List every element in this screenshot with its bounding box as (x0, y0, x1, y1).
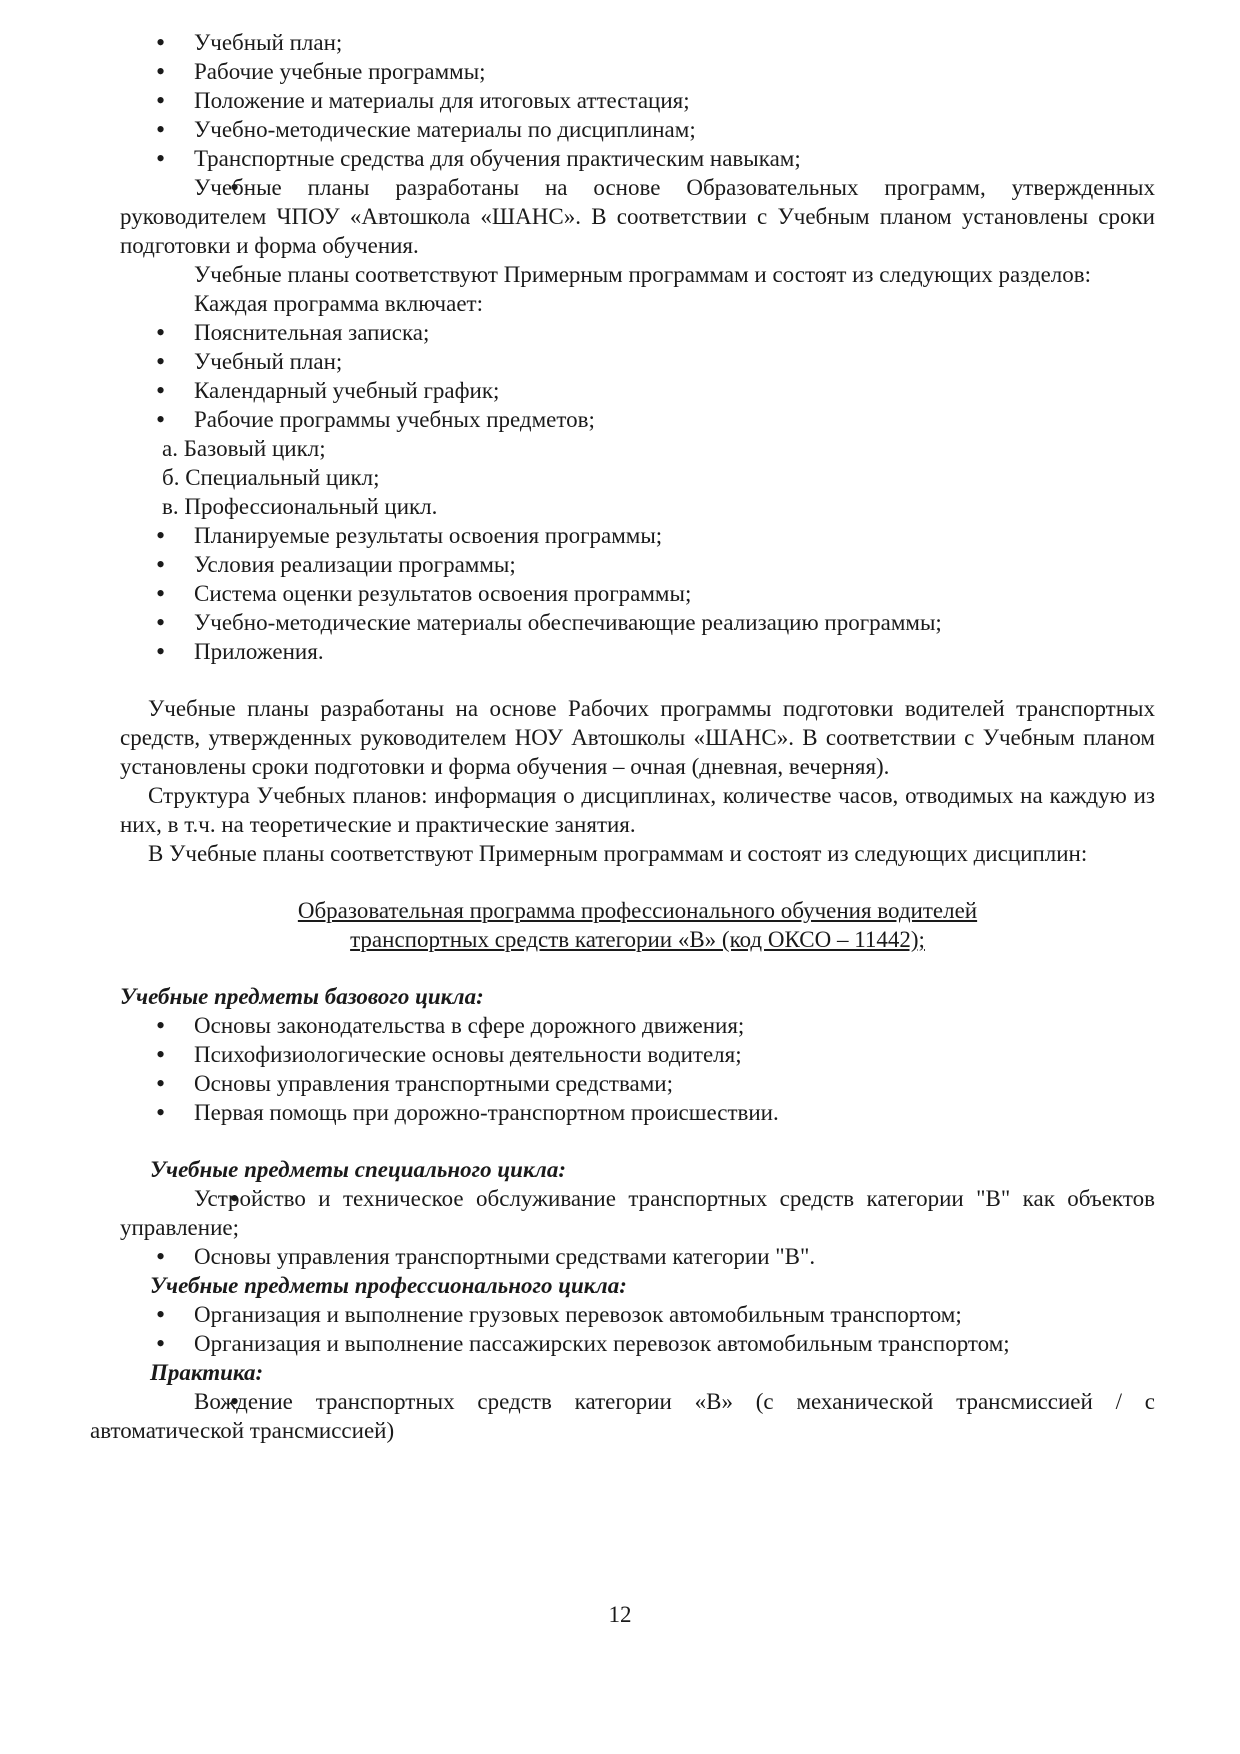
sublist-item: б. Специальный цикл; (162, 465, 380, 490)
paragraph: Учебные планы разработаны на основе Рабочих программы подготовки водителей транспортных средств, утвержденных руководителем НОУ Автошколы «ШАНС». В соответствии с Учебным планом установлены сроки подготовки и форма обучения – очная (дневная, вечерняя). (120, 696, 1155, 779)
sublist-item: в. Профессиональный цикл. (162, 494, 438, 519)
list-item: • Основы управления транспортными средствами; (120, 1069, 1155, 1098)
list-item: • Первая помощь при дорожно-транспортном происшествии. (120, 1098, 1155, 1127)
paragraph-bulleted: • Учебные планы разработаны на основе Образовательных программ, утвержденных руководителем ЧПОУ «Автошкола «ШАНС». В соответствии с Учебным планом установлены сроки подготовки и форма обучения. (120, 173, 1155, 260)
list-item: • Основы законодательства в сфере дорожного движения; (120, 1011, 1155, 1040)
paragraph: Структура Учебных планов: информация о дисциплинах, количестве часов, отводимых на каждую из них, в т.ч. на теоретические и практические занятия. (120, 783, 1155, 837)
list-item: • Организация и выполнение грузовых перевозок автомобильным транспортом; (120, 1300, 1155, 1329)
list-item: • Транспортные средства для обучения практическим навыкам; (120, 144, 1155, 173)
list-item: • Пояснительная записка; (120, 318, 1155, 347)
list-item: • Система оценки результатов освоения программы; (120, 579, 1155, 608)
spacer (120, 954, 1155, 982)
section-heading: Учебные предметы специального цикла: (150, 1157, 567, 1182)
list-item: • Учебно-методические материалы обеспечивающие реализацию программы; (120, 608, 1155, 637)
list-item: • Планируемые результаты освоения программы; (120, 521, 1155, 550)
list-item: • Организация и выполнение пассажирских перевозок автомобильным транспортом; (120, 1329, 1155, 1358)
spacer (120, 1127, 1155, 1155)
section-heading: Учебные предметы базового цикла: (120, 984, 484, 1009)
sublist-item: а. Базовый цикл; (162, 436, 326, 461)
paragraph: В Учебные планы соответствуют Примерным программам и состоят из следующих дисциплин: (148, 841, 1088, 866)
list-item: • Учебный план; (120, 28, 1155, 57)
list-item: • Основы управления транспортными средствами категории "В". (120, 1242, 1155, 1271)
paragraph: Учебные планы соответствуют Примерным программам и состоят из следующих разделов: (194, 262, 1092, 287)
document-page (90, 28, 1155, 1445)
spacer (120, 868, 1155, 896)
paragraph: Каждая программа включает: (194, 291, 483, 316)
list-item: • Рабочие учебные программы; (120, 57, 1155, 86)
list-item: • Учебный план; (120, 347, 1155, 376)
program-title-line: Образовательная программа профессионального обучения водителей (297, 898, 978, 923)
program-title-line: транспортных средств категории «В» (код ОКСО – 11442); (350, 927, 925, 952)
section-heading: Учебные предметы профессионального цикла: (150, 1273, 627, 1298)
list-item: • Учебно-методические материалы по дисциплинам; (120, 115, 1155, 144)
list-item: • Положение и материалы для итоговых аттестация; (120, 86, 1155, 115)
list-item: • Рабочие программы учебных предметов; (120, 405, 1155, 434)
list-item: • Приложения. (120, 637, 1155, 666)
list-item: • Вождение транспортных средств категории «В» (с механической трансмиссией / с автоматической трансмиссией) (90, 1387, 1155, 1445)
section-heading: Практика: (150, 1360, 264, 1385)
list-item: • Календарный учебный график; (120, 376, 1155, 405)
list-item: • Устройство и техническое обслуживание транспортных средств категории "В" как объектов управление; (120, 1184, 1155, 1242)
spacer (120, 666, 1155, 694)
page-number: 12 (608, 1602, 632, 1627)
list-item: • Условия реализации программы; (120, 550, 1155, 579)
list-item: • Психофизиологические основы деятельности водителя; (120, 1040, 1155, 1069)
